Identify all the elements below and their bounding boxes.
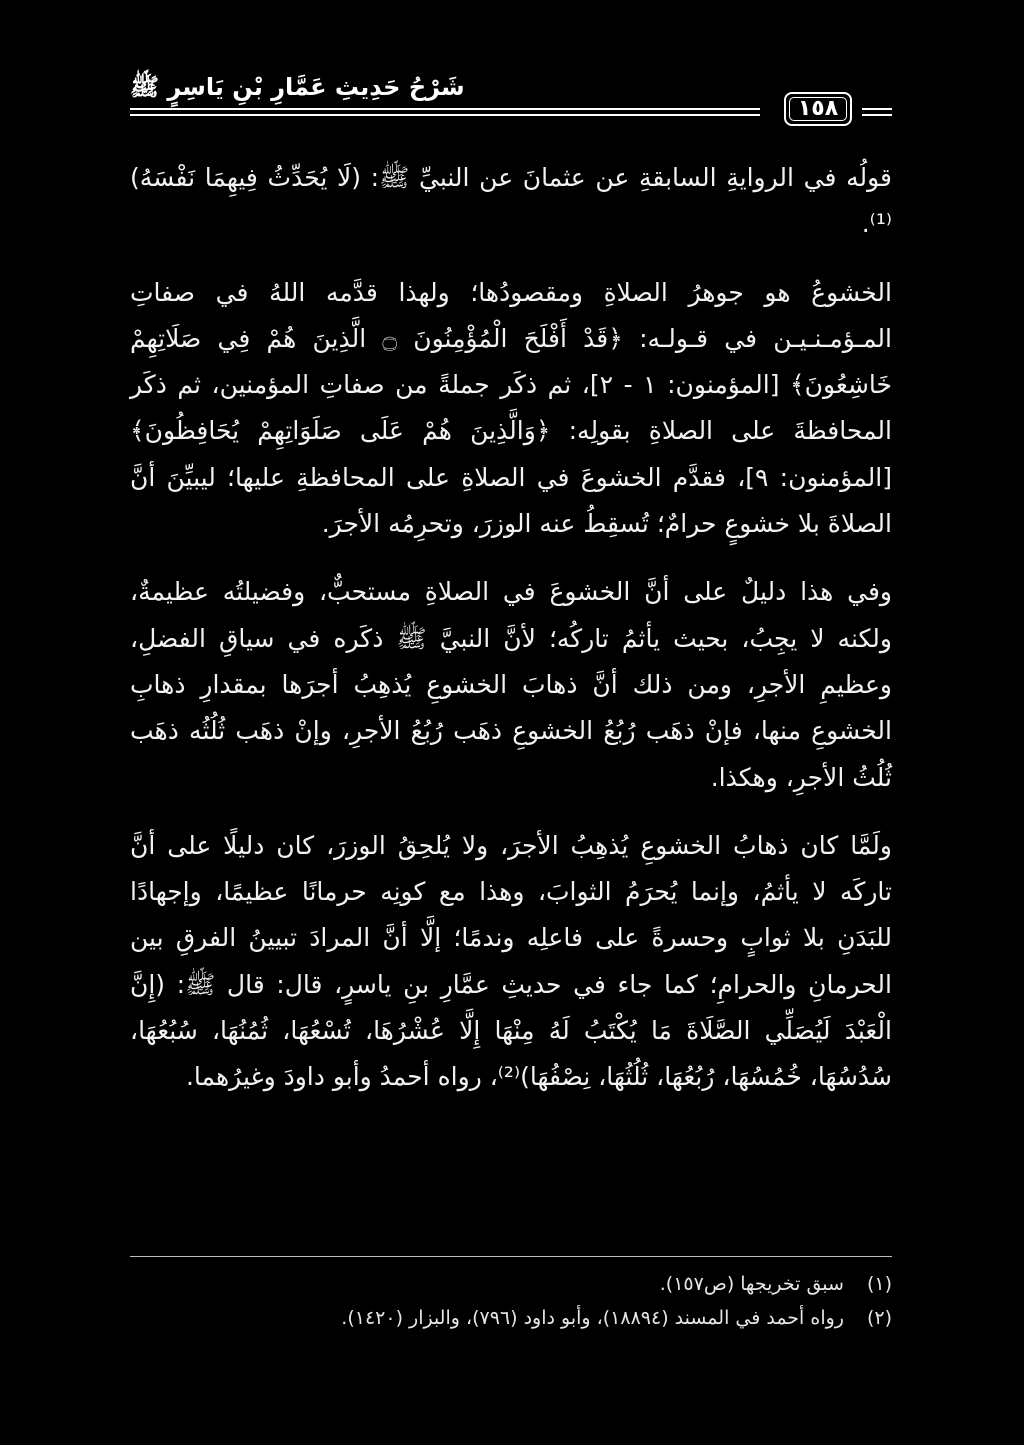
footnote-1 bbox=[130, 1267, 892, 1301]
paragraph-3: وفي هذا دليلٌ على أنَّ الخشوعَ في الصلاةِ مستحبٌّ، وفضيلتُه عظيمةٌ، ولكنه لا يجِبُ، بحيث يأثمُ تاركُه؛ لأنَّ النبيَّ ﷺ ذكَره في سياقِ الفضلِ، وعظيمِ الأجرِ، ومن ذلك أنَّ ذهابَ الخشوعِ يُذهِبُ أجرَها بمقدارِ ذهابِ الخشوعِ منها، فإنْ ذهَب رُبُعُ الخشوعِ ذهَب رُبُعُ الأجرِ، وإنْ ذهَب ثُلُثُه ذهَب ثُلُثُ الأجرِ، وهكذا. bbox=[130, 577, 892, 792]
footnote-2 bbox=[130, 1301, 892, 1335]
header-rule-top bbox=[130, 108, 760, 110]
footnote-text: سبق تخريجها (ص١٥٧). bbox=[659, 1273, 844, 1295]
footnotes bbox=[130, 1256, 892, 1335]
paragraph-4: ولَمَّا كان ذهابُ الخشوعِ يُذهِبُ الأجرَ، ولا يُلحِقُ الوزرَ، كان دليلًا على أنَّ تاركَه لا يأثمُ، وإنما يُحرَمُ الثوابَ، وهذا مع كونِه حرمانًا عظيمًا، وإجهادًا للبَدَنِ بلا ثوابٍ وحسرةً على فاعلِه وندمًا؛ إلَّا أنَّ المرادَ تبيينُ الفرقِ بين الحرمانِ والحرامِ؛ كما جاء في حديثِ عمَّارِ بنِ ياسرٍ، قال: قال ﷺ: (إِنَّ الْعَبْدَ لَيُصَلِّي الصَّلَاةَ مَا يُكْتَبُ لَهُ مِنْهَا إِلَّا عُشْرُهَا، تُسْعُهَا، ثُمُنُهَا، سُبُعُهَا، سُدُسُهَا، خُمُسُهَا، رُبُعُهَا، ثُلُثُهَا، نِصْفُهَا)⁽²⁾، رواه أحمدُ وأبو داودَ وغيرُهما. bbox=[130, 830, 892, 1092]
page-header bbox=[130, 72, 892, 132]
footnote-text: رواه أحمد في المسند (١٨٨٩٤)، وأبو داود (٧٩٦)، والبزار (١٤٢٠). bbox=[341, 1307, 844, 1329]
header-rule-bottom bbox=[130, 114, 760, 116]
running-title: شَرْحُ حَدِيثِ عَمَّارِ بْنِ يَاسِرٍ ﷺ bbox=[130, 73, 465, 101]
paragraph-1: قولُه في الروايةِ السابقةِ عن عثمانَ عن النبيِّ ﷺ: (لَا يُحَدِّثُ فِيهِمَا نَفْسَهُ)⁽¹⁾. bbox=[130, 163, 892, 239]
header-dash-top bbox=[862, 108, 892, 110]
paragraph-2: الخشوعُ هو جوهرُ الصلاةِ ومقصودُها؛ ولهذا قدَّمه اللهُ في صفاتِ المـؤمـنـيـن في قـولـه: ﴿قَدْ أَفْلَحَ الْمُؤْمِنُونَ ۝ الَّذِينَ هُمْ فِي صَلَاتِهِمْ خَاشِعُونَ﴾ [المؤمنون: ١ - ٢]، ثم ذكَر جملةً من صفاتِ المؤمنين، ثم ذكَر المحافظةَ على الصلاةِ بقولِه: ﴿وَالَّذِينَ هُمْ عَلَى صَلَوَاتِهِمْ يُحَافِظُونَ﴾ [المؤمنون: ٩]، فقدَّم الخشوعَ في الصلاةِ على المحافظةِ عليها؛ ليبيِّنَ أنَّ الصلاةَ بلا خشوعٍ حرامٌ؛ تُسقِطُ عنه الوزرَ، وتحرِمُه الأجرَ. bbox=[130, 277, 893, 539]
body-text bbox=[130, 155, 892, 1101]
header-dash-bottom bbox=[862, 114, 892, 116]
footnote-number: (٢) bbox=[866, 1307, 892, 1329]
footnote-number: (١) bbox=[866, 1273, 892, 1295]
page-number-box: ١٥٨ bbox=[784, 92, 852, 126]
